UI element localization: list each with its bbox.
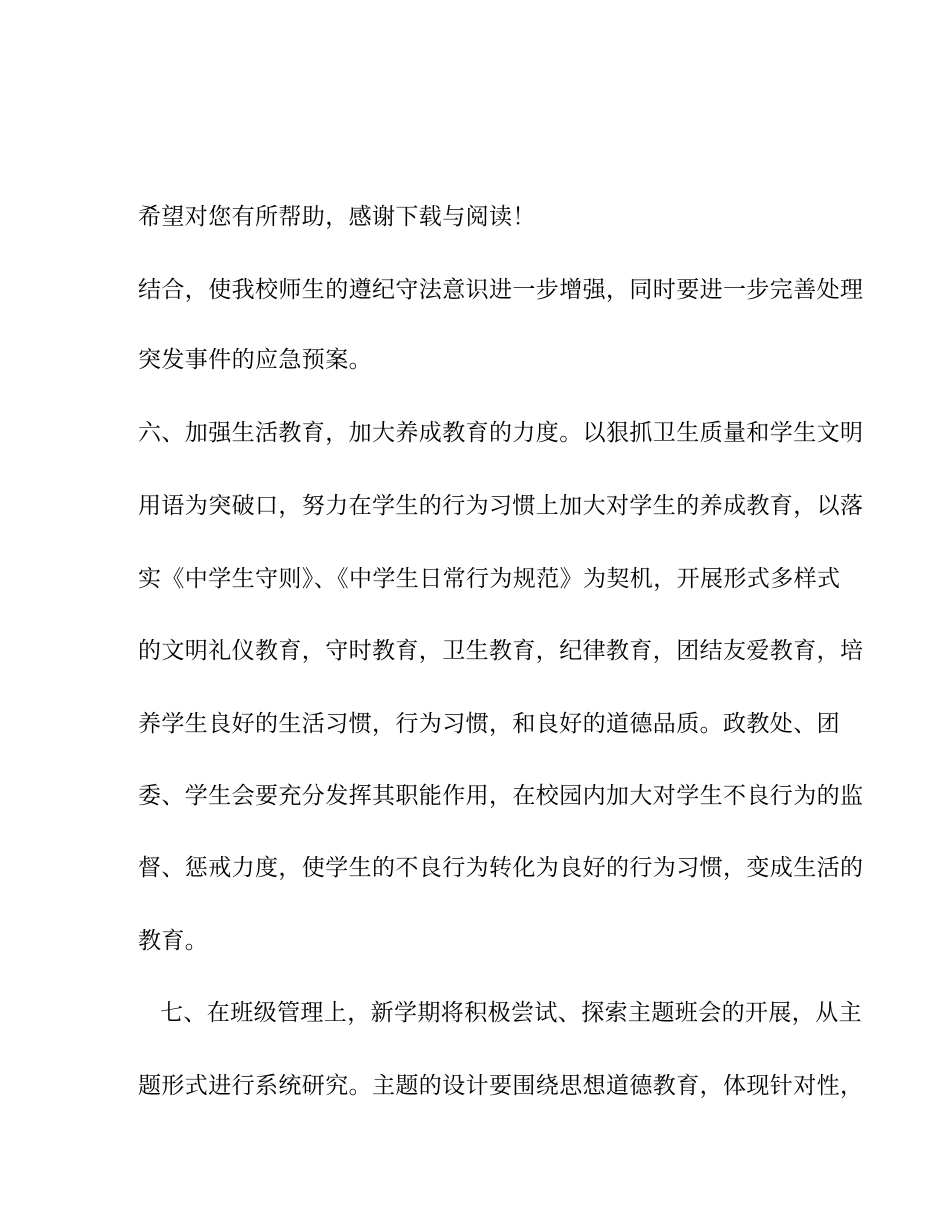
paragraph-line: 结合，使我校师生的遵纪守法意识进一步增强，同时要进一步完善处理	[138, 277, 864, 303]
paragraph-line: 养学生良好的生活习惯，行为习惯，和良好的道德品质。政教处、团	[138, 711, 840, 737]
paragraph-line: 教育。	[138, 928, 209, 954]
paragraph-line: 督、惩戒力度，使学生的不良行为转化为良好的行为习惯，变成生活的	[138, 855, 864, 881]
paragraph-line: 用语为突破口，努力在学生的行为习惯上加大对学生的养成教育，以落	[138, 493, 864, 519]
paragraph-line: 的文明礼仪教育，守时教育，卫生教育，纪律教育，团结友爱教育，培	[138, 638, 864, 664]
paragraph-line: 题形式进行系统研究。主题的设计要围绕思想道德教育，体现针对性，	[138, 1073, 864, 1099]
section-six-heading-line: 六、加强生活教育，加大养成教育的力度。以狠抓卫生质量和学生文明	[138, 420, 864, 446]
section-seven-heading-line: 七、在班级管理上，新学期将积极尝试、探索主题班会的开展，从主	[160, 1000, 862, 1026]
paragraph-line: 委、学生会要充分发挥其职能作用，在校园内加大对学生不良行为的监	[138, 783, 864, 809]
paragraph-line: 实《中学生守则》、《中学生日常行为规范》为契机，开展形式多样式	[138, 566, 841, 592]
paragraph-line: 突发事件的应急预案。	[138, 347, 372, 373]
closing-note-line: 希望对您有所帮助，感谢下载与阅读！	[138, 204, 536, 230]
